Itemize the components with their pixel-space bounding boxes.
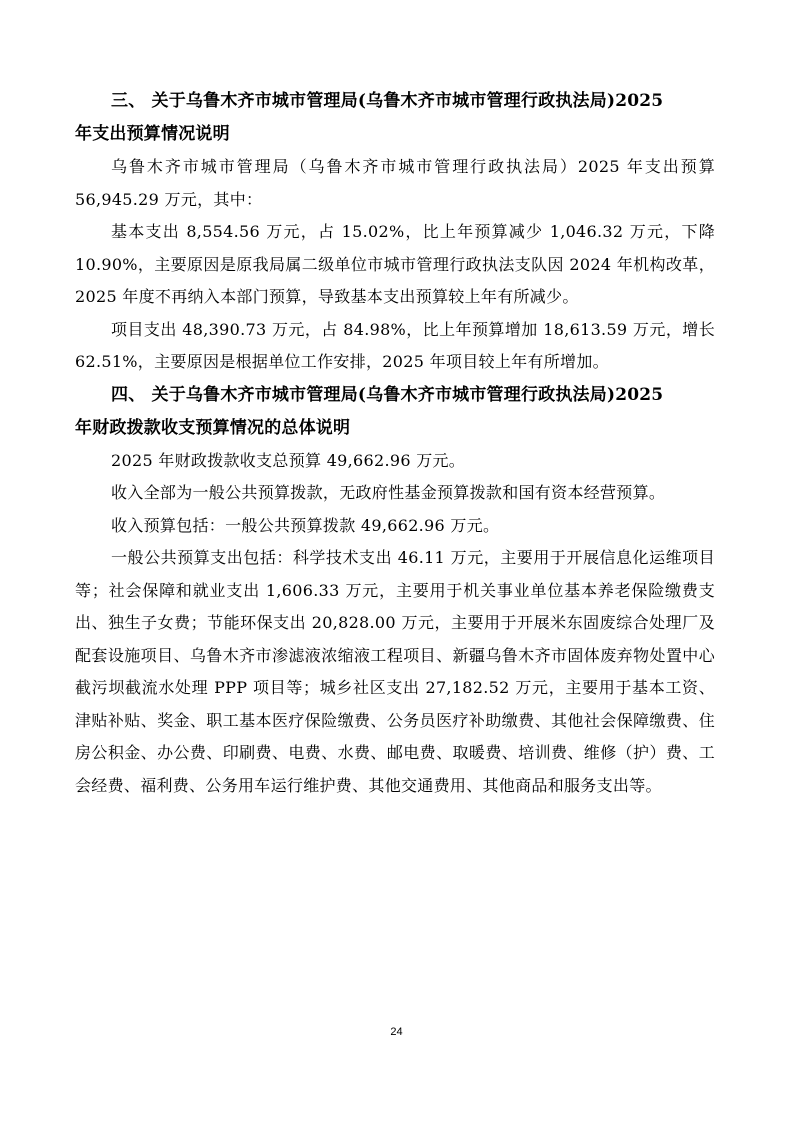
- section-4-heading-line1: 四、 关于乌鲁木齐市城市管理局(乌鲁木齐市城市管理行政执法局)2025: [111, 384, 664, 405]
- section-3-heading-line1: 三、 关于乌鲁木齐市城市管理局(乌鲁木齐市城市管理行政执法局)2025: [111, 91, 664, 111]
- section-4-heading-line2: 年财政拨款收支预算情况的总体说明: [75, 417, 351, 438]
- section-3-heading: [75, 85, 715, 151]
- section-4-heading: [75, 379, 715, 445]
- section-4-paragraph-expenditure-details: 一般公共预算支出包括：科学技术支出 46.11 万元，主要用于开展信息化运维项目等；社会保障和就业支出 1,606.33 万元，主要用于机关事业单位基本养老保险缴费支出、独生子女费；节能环保支出 20,828.00 万元，主要用于开展米东固废综合处理厂及配套设施项目、乌鲁木齐市渗滤液浓缩液工程项目、新疆乌鲁木齐市固体废弃物处置中心截污坝截流水处理 PPP 项目等；城乡社区支出 27,182.52 万元，主要用于基本工资、津贴补贴、奖金、职工基本医疗保险缴费、公务员医疗补助缴费、其他社会保障缴费、住房公积金、办公费、印刷费、电费、水费、邮电费、取暖费、培训费、维修（护）费、工会经费、福利费、公务用车运行维护费、其他交通费用、其他商品和服务支出等。: [75, 548, 715, 795]
- section-3-paragraph-total: 乌鲁木齐市城市管理局（乌鲁木齐市城市管理行政执法局）2025 年支出预算 56,945.29 万元，其中：: [75, 157, 715, 209]
- section-4-paragraph-income-budget: 收入预算包括：一般公共预算拨款 49,662.96 万元。: [111, 515, 500, 535]
- section-3-heading-line2: 年支出预算情况说明: [75, 124, 230, 144]
- document-body: [75, 85, 715, 802]
- section-4-paragraph-income-source: 收入全部为一般公共预算拨款，无政府性基金预算拨款和国有资本经营预算。: [111, 483, 666, 502]
- section-3-paragraph-basic-expenditure: 基本支出 8,554.56 万元，占 15.02%，比上年预算减少 1,046.32 万元，下降 10.90%，主要原因是原我局属二级单位市城市管理行政执法支队因 2024 年机构改革，2025 年度不再纳入本部门预算，导致基本支出预算较上年有所减少。: [75, 222, 715, 306]
- page-number: 24: [390, 1026, 403, 1038]
- section-3-paragraph-project-expenditure: 项目支出 48,390.73 万元，占 84.98%，比上年预算增加 18,613.59 万元，增长 62.51%，主要原因是根据单位工作安排，2025 年项目较上年有所增加。: [75, 319, 715, 371]
- section-4-paragraph-total-budget: 2025 年财政拨款收支总预算 49,662.96 万元。: [111, 450, 466, 470]
